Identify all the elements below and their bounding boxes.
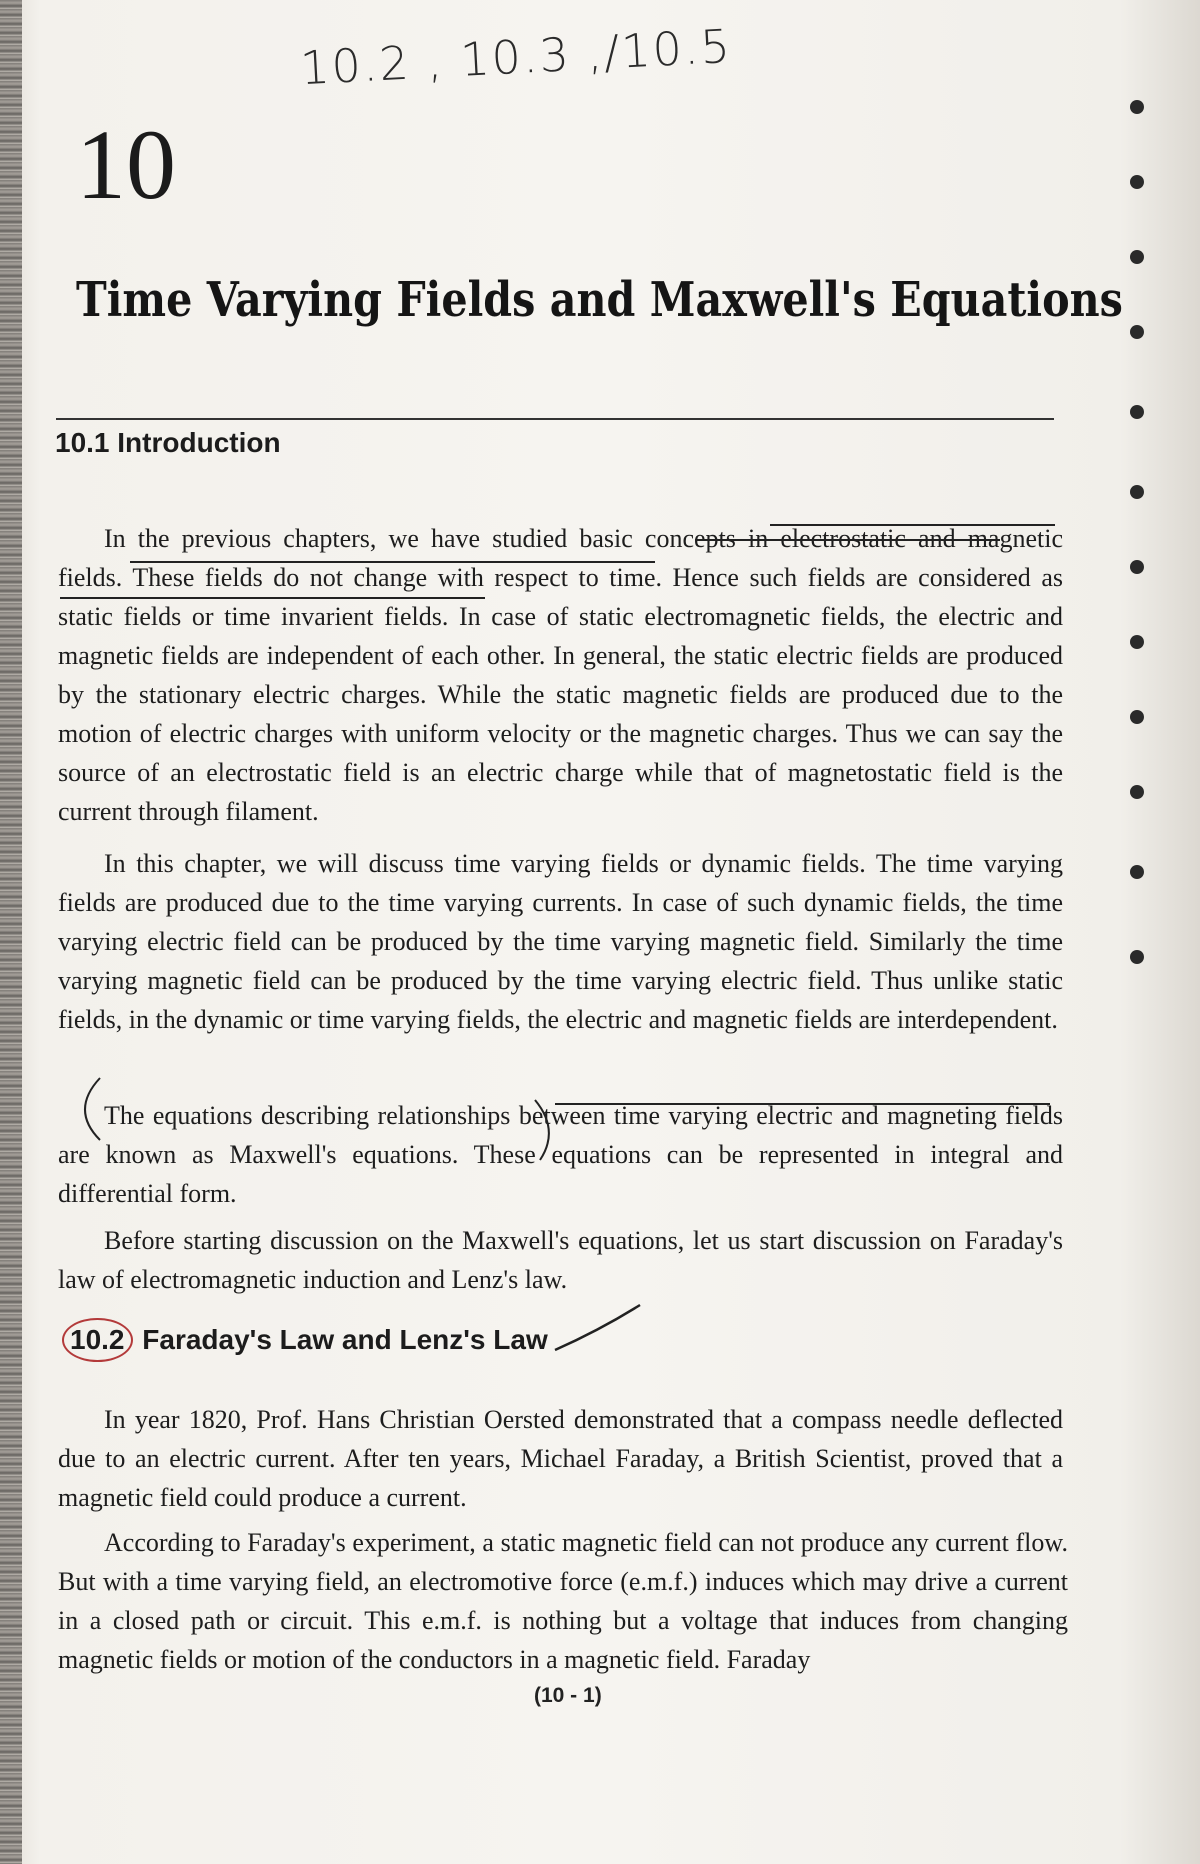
paragraph: According to Faraday's experiment, a static magnetic field can not produce any current flow. But with a time varying field, an electromotive force (e.m.f.) induces which may drive a current in a closed path or circuit. This e.m.f. is nothing but a voltage that induces from changing magnetic fields or motion of the conductors in a magnetic field. Faraday [58,1528,1068,1674]
chapter-title: Time Varying Fields and Maxwell's Equations [76,272,1123,328]
paragraph: In year 1820, Prof. Hans Christian Oersted demonstrated that a compass needle deflected due to an electric current. After ten years, Michael Faraday, a British Scientist, proved that a magnetic field could produce a current. [58,1405,1063,1512]
paragraph: In this chapter, we will discuss time varying fields or dynamic fields. The time varying fields are produced due to the time varying currents. In case of such dynamic fields, the time varying electric field can be produced by the time varying magnetic field. Similarly the time varying magnetic field can be produced by the time varying electric field. Thus unlike static fields, in the dynamic or time varying fields, the electric and magnetic fields are interdependent. [58,849,1063,1034]
check-mark [555,1305,640,1350]
punch-hole [1130,560,1144,574]
punch-hole [1130,485,1144,499]
chapter-number: 10 [76,109,176,220]
section-title: Introduction [117,427,281,458]
paragraph: Before starting discussion on the Maxwell's equations, let us start discussion on Faraday's law of electromagnetic induction and Lenz's law. [58,1226,1063,1294]
section-number: 10.1 [55,427,110,458]
punch-hole [1130,710,1144,724]
punch-hole [1130,325,1144,339]
punch-hole [1130,865,1144,879]
section-number-circled: 10.2 [62,1318,133,1362]
section-heading-introduction [55,427,281,459]
section-heading-faraday [62,1318,548,1362]
paragraph: In the previous chapters, we have studied basic concepts in electrostatic and magnetic fields. These fields do not change with respect to time. Hence such fields are considered as static fields or time invarient fields. In case of static electromagnetic fields, the electric and magnetic fields are independent of each other. In general, the static electric fields are produced by the stationary electric charges. While the static magnetic fields are produced due to the motion of electric charges with uniform velocity or the magnetic charges. Thus we can say the source of an electrostatic field is an electric charge while that of magnetostatic field is the current through filament. [58,524,1063,826]
page-footer: (10 - 1) [534,1684,602,1707]
punch-hole [1130,175,1144,189]
binding-edge [0,0,22,1864]
punch-hole [1130,405,1144,419]
handwritten-note: 10.2 , 10.3 ,/10.5 [298,18,733,96]
punch-hole [1130,635,1144,649]
punch-holes [1130,80,1160,1280]
punch-hole [1130,950,1144,964]
section-title: Faraday's Law and Lenz's Law [142,1324,548,1355]
punch-hole [1130,785,1144,799]
punch-hole [1130,250,1144,264]
heading-divider [56,418,1054,420]
paragraph: The equations describing relationships between time varying electric and magneting fields are known as Maxwell's equations. These equations can be represented in integral and differential form. [58,1101,1063,1208]
punch-hole [1130,100,1144,114]
